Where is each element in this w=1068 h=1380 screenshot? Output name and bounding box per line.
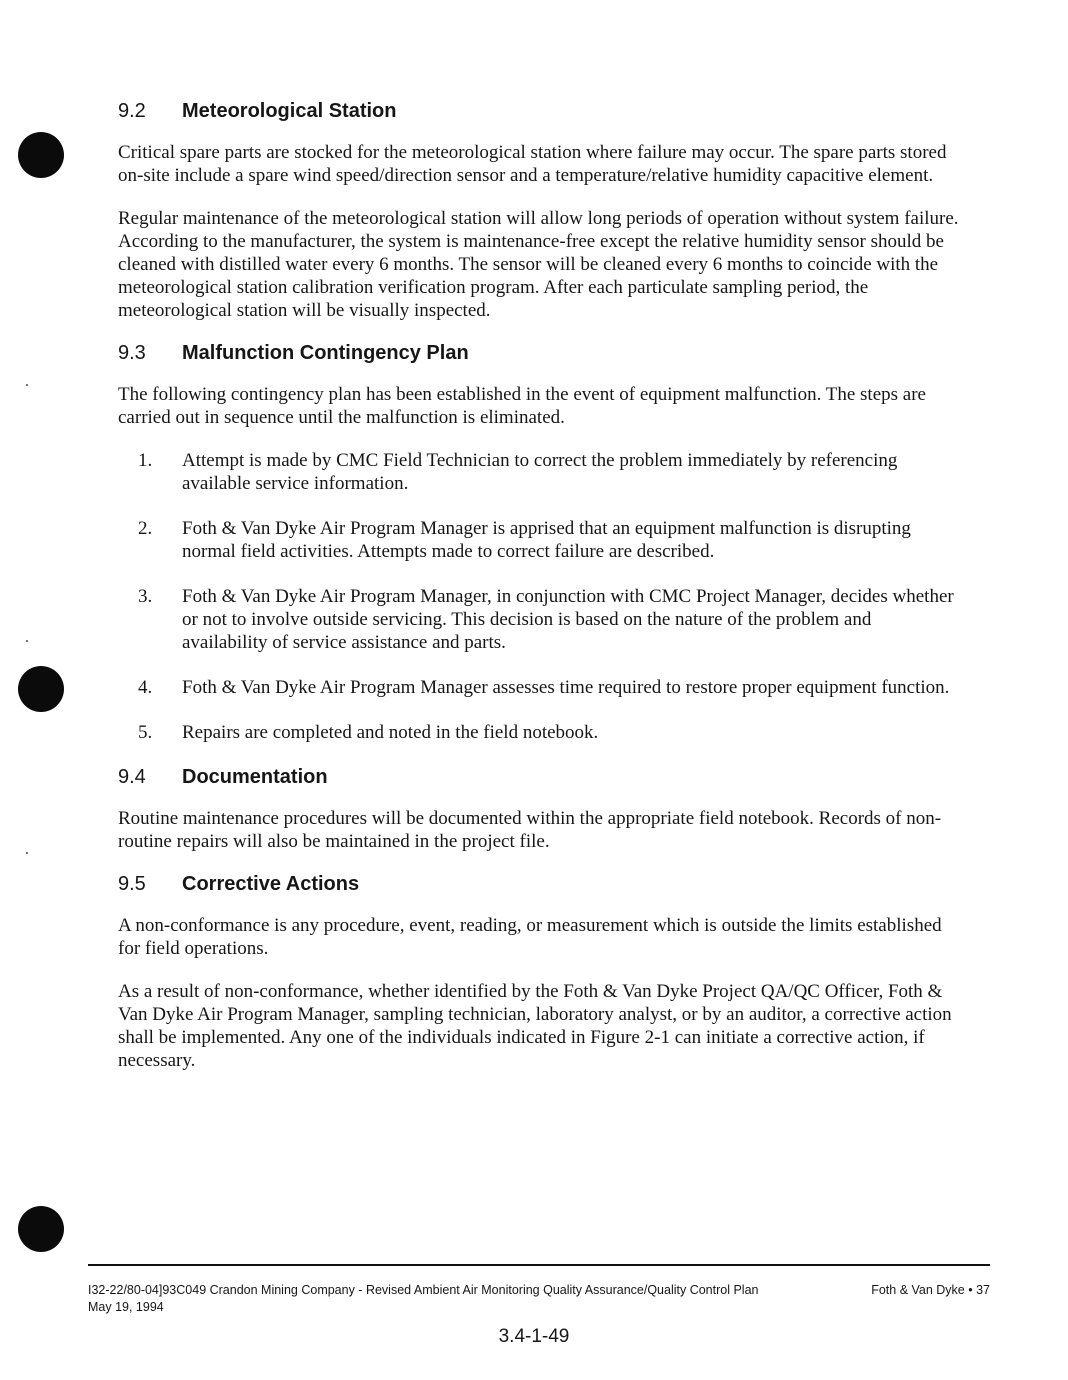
section-9-4 [118, 766, 960, 853]
step-text: Foth & Van Dyke Air Program Manager, in conjunction with CMC Project Manager, decides whether or not to involve outside servicing. This decision is based on the nature of the problem and availability of service assistance and parts. [182, 586, 954, 653]
footer-divider [88, 1264, 990, 1266]
paragraph: Critical spare parts are stocked for the meteorological station where failure may occur. The spare parts stored on-site include a spare wind speed/direction sensor and a temperature/relative humidity capacitive element. [118, 142, 947, 186]
section-title: Meteorological Station [182, 100, 397, 122]
step-number: 3. [138, 586, 153, 607]
section-heading [118, 766, 960, 789]
step-text: Foth & Van Dyke Air Program Manager is apprised that an equipment malfunction is disrupting normal field activities. Attempts made to correct failure are described. [182, 518, 911, 562]
section-heading [118, 342, 960, 365]
step-number: 4. [138, 677, 153, 698]
step-text: Foth & Van Dyke Air Program Manager assesses time required to restore proper equipment function. [182, 677, 950, 698]
section-heading [118, 100, 960, 123]
list-item [138, 517, 960, 563]
scan-speck [26, 384, 28, 386]
contingency-steps-list [118, 449, 960, 744]
section-title: Documentation [182, 766, 328, 788]
footer-company-page: Foth & Van Dyke • 37 [871, 1283, 990, 1297]
step-number: 2. [138, 518, 153, 539]
scan-speck [26, 852, 28, 854]
section-title: Malfunction Contingency Plan [182, 342, 469, 364]
section-heading [118, 873, 960, 896]
list-item [138, 585, 960, 654]
list-item [138, 721, 960, 744]
paragraph: The following contingency plan has been established in the event of equipment malfunction. The steps are carried out in sequence until the malfunction is eliminated. [118, 384, 926, 428]
section-9-2 [118, 100, 960, 322]
step-text: Repairs are completed and noted in the field notebook. [182, 722, 599, 743]
document-body [118, 100, 960, 1092]
section-number: 9.2 [118, 100, 146, 122]
footer-document-id: I32-22/80-04]93C049 Crandon Mining Company - Revised Ambient Air Monitoring Quality Assurance/Quality Control Plan [88, 1283, 759, 1297]
section-title: Corrective Actions [182, 873, 360, 895]
list-item [138, 449, 960, 495]
footer-date: May 19, 1994 [88, 1300, 164, 1314]
section-9-3 [118, 342, 960, 744]
punch-hole-top [18, 132, 64, 178]
paragraph: Routine maintenance procedures will be documented within the appropriate field notebook. Records of non-routine repairs will also be maintained in the project file. [118, 808, 942, 852]
section-number: 9.3 [118, 342, 146, 364]
page-code: 3.4-1-49 [498, 1326, 570, 1347]
section-9-5 [118, 873, 960, 1072]
section-number: 9.4 [118, 766, 146, 788]
step-text: Attempt is made by CMC Field Technician to correct the problem immediately by referencing available service information. [182, 450, 898, 494]
scan-speck [26, 640, 28, 642]
step-number: 1. [138, 450, 153, 471]
paragraph: A non-conformance is any procedure, event, reading, or measurement which is outside the limits established for field operations. [118, 915, 942, 959]
punch-hole-bottom [18, 1206, 64, 1252]
list-item [138, 676, 960, 699]
section-number: 9.5 [118, 873, 146, 895]
page-footer [88, 1282, 990, 1316]
step-number: 5. [138, 722, 153, 743]
footer-row [88, 1282, 990, 1299]
paragraph: As a result of non-conformance, whether identified by the Foth & Van Dyke Project QA/QC Officer, Foth & Van Dyke Air Program Manager, sampling technician, laboratory analyst, or by an auditor, a corrective action shall be implemented. Any one of the individuals indicated in Figure 2-1 can initiate a corrective action, if necessary. [118, 981, 952, 1071]
paragraph: Regular maintenance of the meteorological station will allow long periods of operation without system failure. According to the manufacturer, the system is maintenance-free except the relative humidity sensor should be cleaned with distilled water every 6 months. The sensor will be cleaned every 6 months to coincide with the meteorological station calibration verification program. After each particulate sampling period, the meteorological station will be visually inspected. [118, 208, 959, 321]
punch-hole-middle [18, 666, 64, 712]
